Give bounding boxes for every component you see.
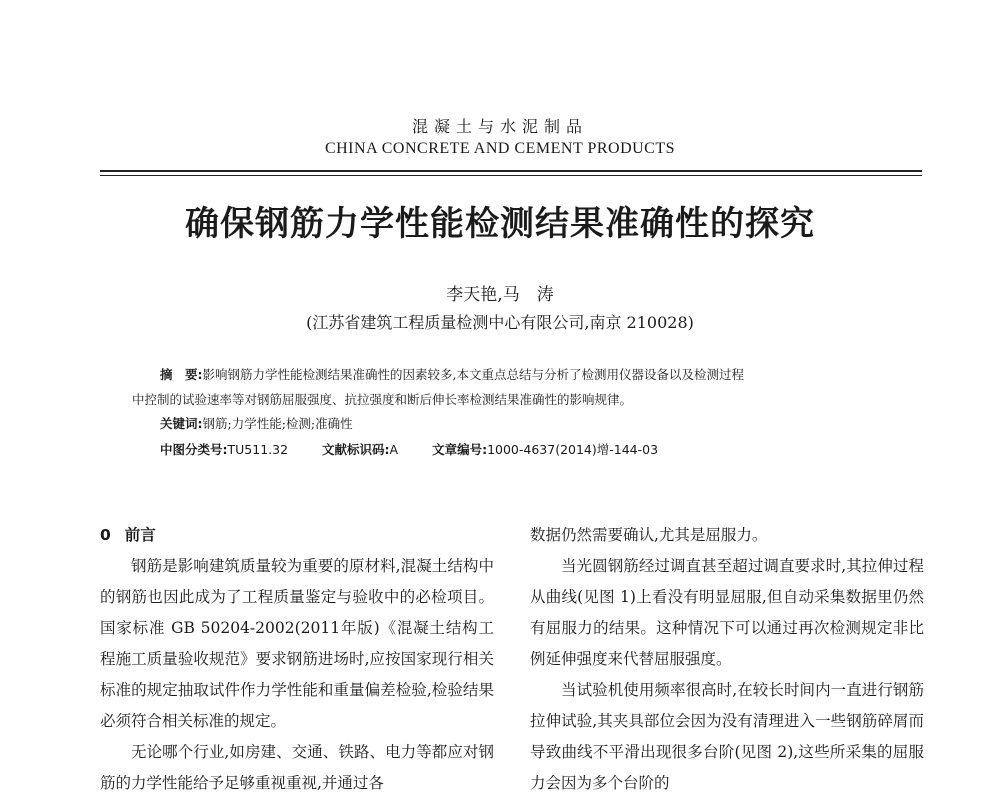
section-0-heading [100,520,494,551]
clc-item [160,442,288,457]
abstract-line-1 [132,362,892,387]
article-no-item [432,442,658,457]
clc-label: 中图分类号: [160,442,228,457]
header-rule-thick [100,170,922,172]
header-rule-thin [100,175,922,176]
article-authors: 李天艳,马 涛 [446,285,554,305]
doc-code-item [322,442,398,457]
article-title: 确保钢筋力学性能检测结果准确性的探究 [185,204,815,244]
article-affiliation: (江苏省建筑工程质量检测中心有限公司,南京 210028) [306,313,694,332]
body-column-left [100,520,494,799]
clc-value: TU511.32 [227,442,289,457]
abstract-label: 摘 要: [160,367,203,382]
body-paragraph: 当光圆钢筋经过调直甚至超过调直要求时,其拉伸过程从曲线(见图 1)上看没有明显屈服,但自动采集数据里仍然有屈服力的结果。这种情况下可以通过再次检测规定非比例延伸强度来代替屈服强度。 [530,557,924,668]
body-column-right [530,520,924,799]
body-paragraph: 无论哪个行业,如房建、交通、铁路、电力等都应对钢筋的力学性能给予足够重视重视,并通过各 [100,743,494,792]
doc-code-value: A [389,442,399,457]
abstract-line-2: 中控制的试验速率等对钢筋屈服强度、抗拉强度和断后伸长率检测结果准确性的影响规律。 [132,392,633,407]
section-0-title: 前言 [124,526,156,544]
body-paragraph: 钢筋是影响建筑质量较为重要的原材料,混凝土结构中的钢筋也因此成为了工程质量鉴定与验收中的必检项目。国家标准 GB 50204-2002(2011年版)《混凝土结构工程施工质量验收规范》要求钢筋进场时,应按国家现行相关标准的规定抽取试件作力学性能和重量偏差检验,检验结果必须符合相关标准的规定。 [100,557,494,730]
article-no-value: 1000-4637(2014)增-144-03 [487,442,659,457]
body-paragraph: 当试验机使用频率很高时,在较长时间内一直进行钢筋拉伸试验,其夹具部位会因为没有清理进入一些钢筋碎屑而导致曲线不平滑出现很多台阶(见图 2),这些所采集的屈服力会因为多个台阶的 [530,681,924,792]
keywords-text: 钢筋;力学性能;检测;准确性 [202,416,353,431]
classification-row [160,440,688,458]
journal-name-en: CHINA CONCRETE AND CEMENT PRODUCTS [324,140,676,157]
body-paragraph: 数据仍然需要确认,尤其是屈服力。 [530,526,768,544]
doc-code-label: 文献标识码: [322,442,390,457]
journal-name-cn: 混凝土与水泥制品 [411,117,588,136]
keywords [160,414,353,432]
keywords-label: 关键词: [160,416,203,431]
abstract [132,362,892,412]
article-no-label: 文章编号: [432,442,488,457]
section-0-number: 0 [100,526,111,544]
abstract-text-1: 影响钢筋力学性能检测结果准确性的因素较多,本文重点总结与分析了检测用仪器设备以及检测过程 [202,367,744,382]
